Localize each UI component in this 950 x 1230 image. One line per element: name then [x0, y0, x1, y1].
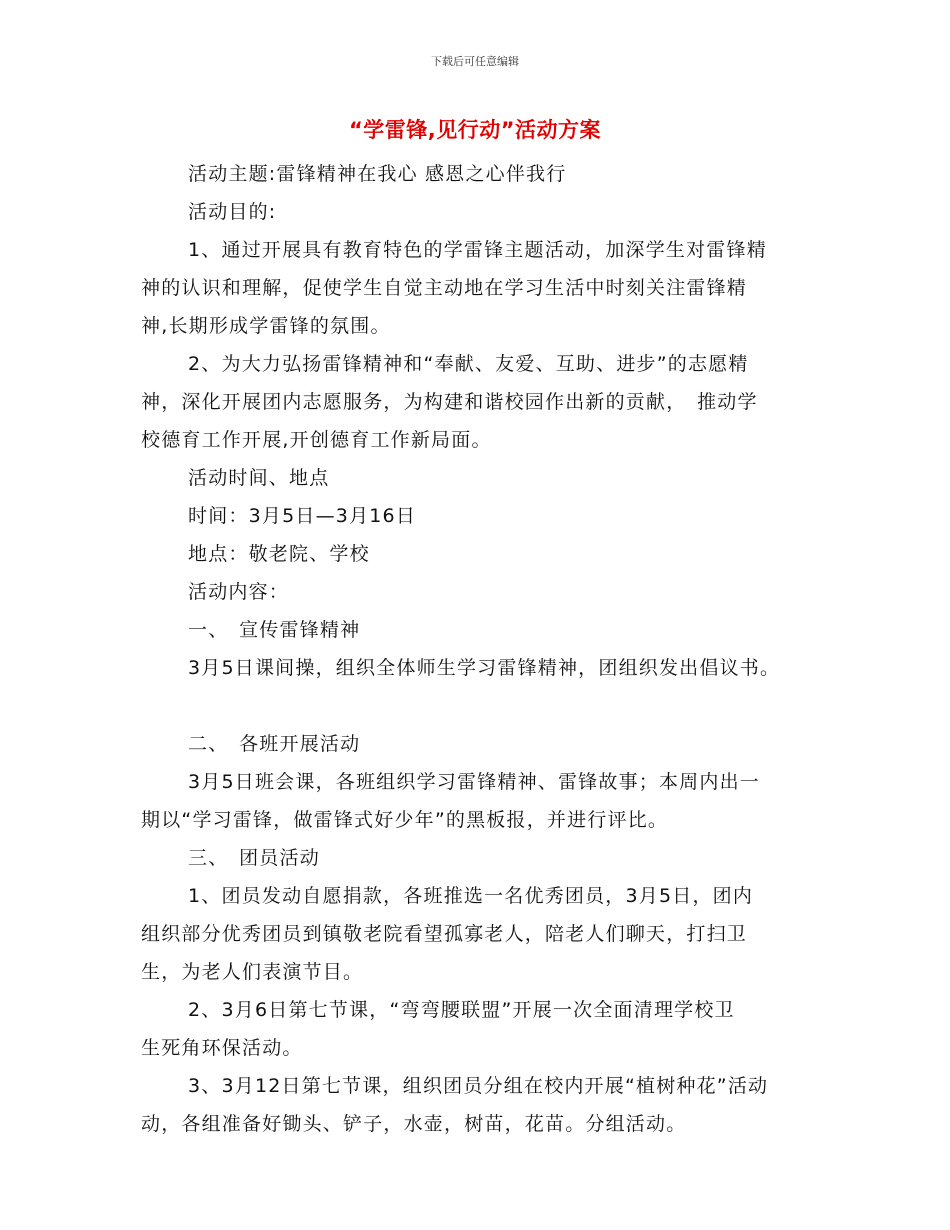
section-heading: 活动内容： [188, 581, 290, 603]
paragraph-line: 动，各组准备好锄头、铲子，水壶，树苗，花苗。分组活动。 [141, 1113, 687, 1135]
paragraph-line: 校德育工作开展,开创德育工作新局面。 [141, 429, 492, 451]
section-heading: 活动时间、地点 [188, 467, 330, 489]
paragraph-line: 组织部分优秀团员到镇敬老院看望孤寡老人，陪老人们聊天，打扫卫 [141, 923, 748, 945]
section-heading: 三、 团员活动 [188, 847, 320, 869]
paragraph-line: 期以“学习雷锋，做雷锋式好少年”的黑板报，并进行评比。 [141, 809, 669, 831]
document-body [141, 155, 821, 1143]
paragraph-line: 神的认识和理解，促使学生自觉主动地在学习生活中时刻关注雷锋精 [141, 277, 748, 299]
paragraph-line: 2、3月6日第七节课，“弯弯腰联盟”开展一次全面清理学校卫 [188, 999, 735, 1021]
document-title: “学雷锋,见行动”活动方案 [348, 118, 602, 142]
paragraph-line: 神,长期形成学雷锋的氛围。 [141, 315, 391, 337]
paragraph-line: 3、3月12日第七节课，组织团员分组在校内开展“植树种花”活动 [188, 1075, 769, 1097]
paragraph-line: 地点：敬老院、学校 [188, 543, 370, 565]
paragraph-line: 3月5日班会课，各班组织学习雷锋精神、雷锋故事；本周内出一 [188, 771, 760, 793]
paragraph-line: 时间：3月5日—3月16日 [188, 505, 417, 527]
paragraph-line: 生，为老人们表演节目。 [141, 961, 364, 983]
paragraph-line: 活动目的: [188, 201, 277, 223]
paragraph-line: 1、通过开展具有教育特色的学雷锋主题活动，加深学生对雷锋精 [188, 239, 767, 261]
paragraph-line: 3月5日课间操，组织全体师生学习雷锋精神，团组织发出倡议书。 [188, 657, 781, 679]
section-heading: 一、 宣传雷锋精神 [188, 619, 361, 641]
paragraph-line: 生死角环保活动。 [141, 1037, 303, 1059]
section-heading: 二、 各班开展活动 [188, 733, 361, 755]
blank-line [141, 687, 821, 725]
paragraph-line: 2、为大力弘扬雷锋精神和“奉献、友爱、互助、进步”的志愿精 [188, 353, 749, 375]
paragraph-line: 活动主题:雷锋精神在我心 感恩之心伴我行 [188, 163, 567, 185]
page-header-note: 下载后可任意编辑 [431, 55, 519, 68]
paragraph-line: 1、团员发动自愿捐款，各班推选一名优秀团员，3月5日，团内 [188, 885, 754, 907]
paragraph-line: 神，深化开展团内志愿服务，为构建和谐校园作出新的贡献， 推动学 [141, 391, 758, 413]
